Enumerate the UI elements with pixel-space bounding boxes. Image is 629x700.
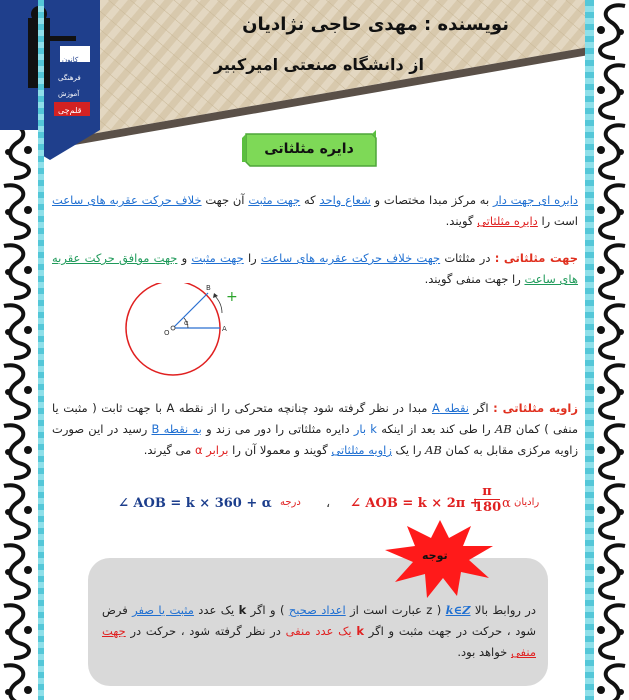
formula-separator: ، [326,496,331,511]
term-trig-circle: دایره مثلثاتی [477,214,538,228]
text: را یک [391,443,426,457]
frac-numerator: π [474,484,500,500]
term-k-times: k بار [353,422,377,436]
term-negative-direction: جهت منفی [102,624,536,659]
term-positive: جهت مثبت [191,251,244,265]
text: در روابط بالا [470,603,536,617]
radian-formula: ∠ AOB = k × 2π + [350,496,481,511]
term-point-b: به نقطه B [151,422,202,436]
degree-formula: ∠ AOB = k × 360 + α [118,496,272,511]
note-badge-label: توجه [422,549,448,562]
term-equal-alpha: برابر α [194,443,229,457]
text: آن جهت [201,193,249,207]
term-trig-angle: زاویه مثلثاتی [331,443,392,457]
logo-text-4: قلم‌چی [58,106,82,115]
term-ccw: جهت خلاف حرکت عقربه های ساعت [260,251,441,265]
term-positive-direction: جهت مثبت [248,193,301,207]
unit-circle-figure [118,283,248,393]
k-in-z: k∈Z [445,603,471,617]
right-border-ornament [585,0,629,700]
university-heading: از دانشگاه صنعتی امیرکبیر [213,55,424,74]
trig-angle-paragraph [52,398,578,461]
label-alpha: α [184,319,189,327]
text: می گیرند. [143,443,195,457]
text: گویند و معمولا آن را [228,443,332,457]
term-point-a: نقطه A [431,401,470,415]
text: و [177,251,192,265]
term-negative-number: یک عدد منفی [285,624,357,638]
text: رسید در این صورت زاویه مرکزی مقابل به کمان [52,422,578,457]
frac-denominator: 180 [474,500,502,515]
degree-unit: درجه [280,497,301,508]
arc-ab: AB [494,422,512,436]
text: مبدا در نظر گرفته شود چنانچه متحرکی را از نقطه A با جهت ثابت ( مثبت یا منفی ) کمان [52,401,578,436]
text: فرض شود ، حرکت در جهت مثبت و اگر [102,603,536,638]
term-counterclockwise: خلاف حرکت عقربه های ساعت [52,193,202,207]
text: به مرکز مبدا مختصات و [370,193,493,207]
label-o: O [164,329,170,337]
label-a: A [222,325,227,333]
radian-alpha: α [502,496,511,511]
text: در مثلثات [440,251,495,265]
text: ) و اگر [246,603,289,617]
k-var-2: k [356,624,365,638]
text: که [300,193,320,207]
text: یک عدد [193,603,239,617]
radian-unit: رادیان [514,497,540,508]
definition-paragraph [52,190,578,232]
logo-text-1: کانون [62,56,79,64]
left-border-ornament [0,0,44,700]
angle-formulas [110,484,540,524]
text: دایره مثلثاتی را دور می زند و [201,422,354,436]
section-title: دایره مثلثاتی [264,141,354,157]
text: خواهد بود. [457,645,511,659]
term-non-negative: مثبت یا صفر [132,603,194,617]
header-banner [0,0,629,150]
text: گویند. [445,214,478,228]
term-directed-circle: دایره ای جهت دار [492,193,579,207]
note-paragraph [102,600,536,663]
text: را جهت منفی گویند. [424,272,525,286]
pi-over-180 [474,484,500,515]
label-b: B [206,284,211,292]
plus-sign: + [226,289,238,305]
text: ( z عبارت است از [345,603,446,617]
logo-text-3: آموزش [58,90,80,98]
term-integers: اعداد صحیح [288,603,346,617]
author-heading: نویسنده : مهدی حاجی نژادیان [242,14,509,35]
k-var: k [238,603,247,617]
direction-heading: جهت مثلثاتی : [494,251,578,265]
text: است را [537,214,578,228]
term-cw: جهت موافق حرکت عقربه های ساعت [52,251,578,286]
logo-text-2: فرهنگی [58,74,81,82]
arc-ab-2: AB [425,443,442,457]
text: اگر [469,401,494,415]
text: را طی کند بعد از اینکه [376,422,495,436]
trig-angle-heading: زاویه مثلثاتی : [493,401,578,415]
term-unit-radius: شعاع واحد [319,193,371,207]
text: را [243,251,261,265]
text: در نظر گرفته شود ، حرکت در [125,624,286,638]
